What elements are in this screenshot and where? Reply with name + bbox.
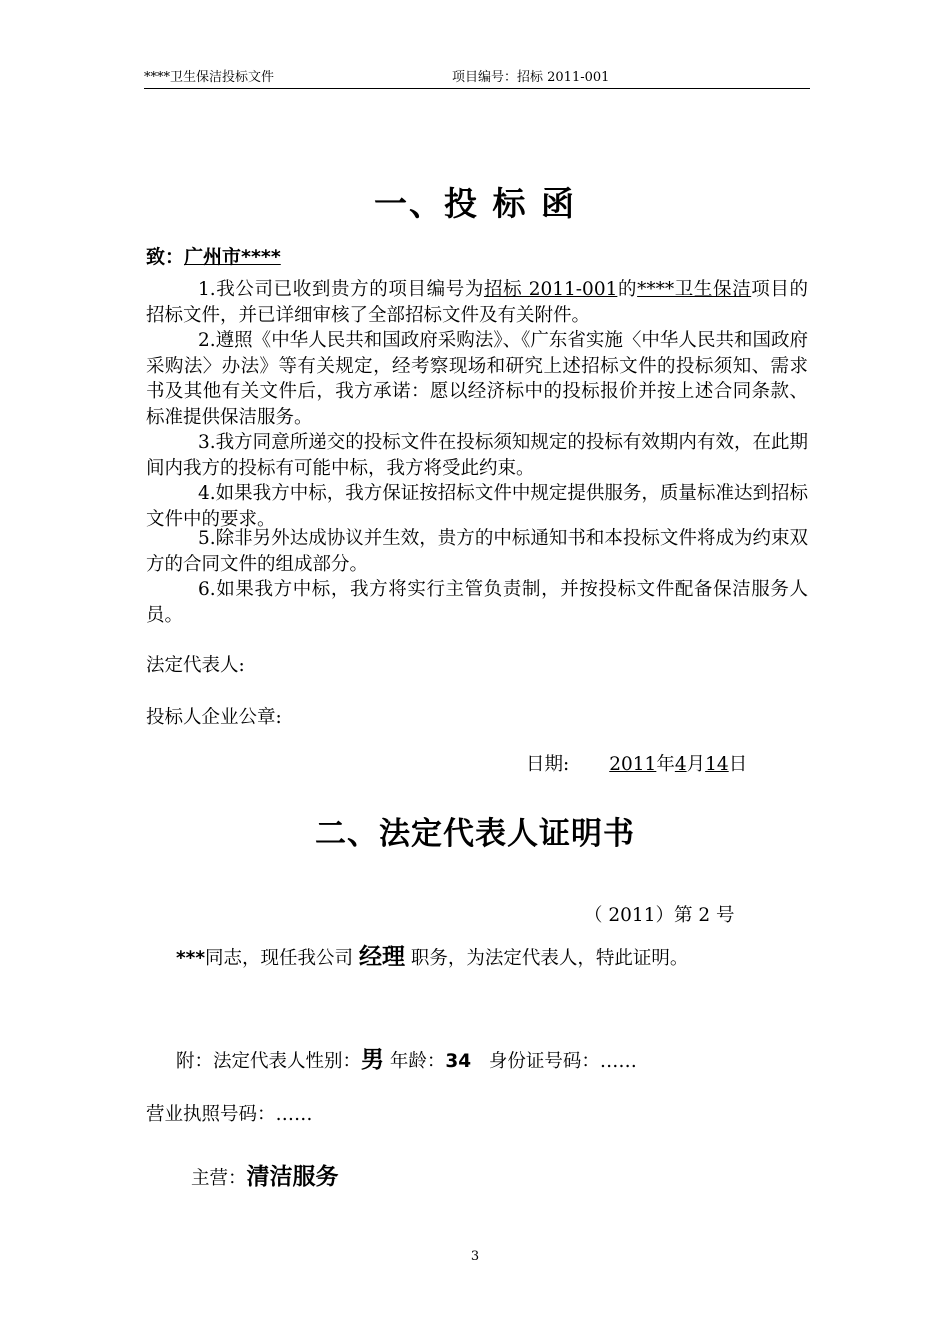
attach-label: 附：法定代表人性别： <box>176 1051 362 1072</box>
id-value: …… <box>599 1051 637 1072</box>
certificate-number: （ 2011）第 2 号 <box>584 905 735 926</box>
p5-text: 5.除非另外达成协议并生效，贵方的中标通知书和本投标文件将成为约束双方的合同文件的组成部分。 <box>146 528 808 575</box>
certificate-title: 二、法定代表人证明书 <box>315 816 635 852</box>
license-value: …… <box>275 1104 313 1125</box>
date-day-unit: 日 <box>728 754 748 775</box>
date-line <box>526 750 747 776</box>
cert-text-a: 同志，现任我公司 <box>205 948 354 969</box>
header-doc-name: ****卫生保洁投标文件 <box>144 70 275 85</box>
legal-rep-label: 法定代表人: <box>146 655 245 676</box>
date-label: 日期: <box>526 754 570 775</box>
paragraph-5 <box>146 526 808 577</box>
date-month: 4 <box>674 754 687 775</box>
header-project-number: 项目编号：招标 2011-001 <box>452 70 610 85</box>
date-year: 2011 <box>609 754 657 775</box>
p2-text: 2.遵照《中华人民共和国政府采购法》、《广东省实施〈中华人民共和国政府采购法〉办法》等有关规定，经考察现场和研究上述招标文件的投标须知、需求书及其他有关文件后，我方承诺：愿以经济标中的投标报价并按上述合同条款、标准提供保洁服务。 <box>146 330 808 428</box>
main-value: 清洁服务 <box>246 1164 339 1190</box>
certificate-statement <box>176 938 688 971</box>
p4-text: 4.如果我方中标，我方保证按招标文件中规定提供服务，质量标准达到招标文件中的要求。 <box>146 483 808 530</box>
cert-text-b: 职务，为法定代表人，特此证明。 <box>410 948 689 969</box>
page-header <box>144 68 810 89</box>
license-label: 营业执照号码： <box>146 1104 276 1125</box>
addressee-line <box>146 242 281 269</box>
p1-project-name: ****卫生保洁 <box>637 279 752 300</box>
p1-text-c: 项目的招标文件，并已详细审核了全部招标文件及有关附件。 <box>146 279 808 326</box>
p3-text: 3.我方同意所递交的投标文件在投标须知规定的投标有效期内有效，在此期间内我方的投标有可能中标，我方将受此约束。 <box>146 432 808 479</box>
paragraph-4 <box>146 481 808 532</box>
p1-text-a: 1.我公司已收到贵方的项目编号为 <box>198 279 484 300</box>
paragraph-6 <box>146 577 808 628</box>
date-year-unit: 年 <box>656 754 675 775</box>
paragraph-1 <box>146 277 808 328</box>
paragraph-3 <box>146 430 808 481</box>
p1-text-b: 的 <box>617 279 638 300</box>
paragraph-2 <box>146 328 808 430</box>
main-business-line <box>191 1158 339 1191</box>
main-label: 主营： <box>191 1168 247 1189</box>
p6-text: 6.如果我方中标，我方将实行主管负责制，并按投标文件配备保洁服务人员。 <box>146 579 808 626</box>
age-label: 年龄： <box>389 1051 446 1072</box>
attachment-line <box>176 1041 637 1074</box>
page-number: 3 <box>470 1249 480 1264</box>
addressee-label: 致： <box>146 246 185 268</box>
rep-age: 34 <box>445 1051 472 1072</box>
license-line <box>146 1100 313 1126</box>
date-day: 14 <box>705 754 729 775</box>
bid-letter-title: 一、投 标 函 <box>374 184 576 223</box>
seal-label: 投标人企业公章: <box>146 707 282 728</box>
rep-gender: 男 <box>361 1047 385 1073</box>
addressee-name: 广州市**** <box>184 246 281 268</box>
rep-name: *** <box>176 948 206 969</box>
date-month-unit: 月 <box>686 754 706 775</box>
id-label: 身份证号码： <box>488 1051 600 1072</box>
rep-position: 经理 <box>358 944 405 970</box>
p1-project-code: 招标 2011-001 <box>483 279 618 300</box>
